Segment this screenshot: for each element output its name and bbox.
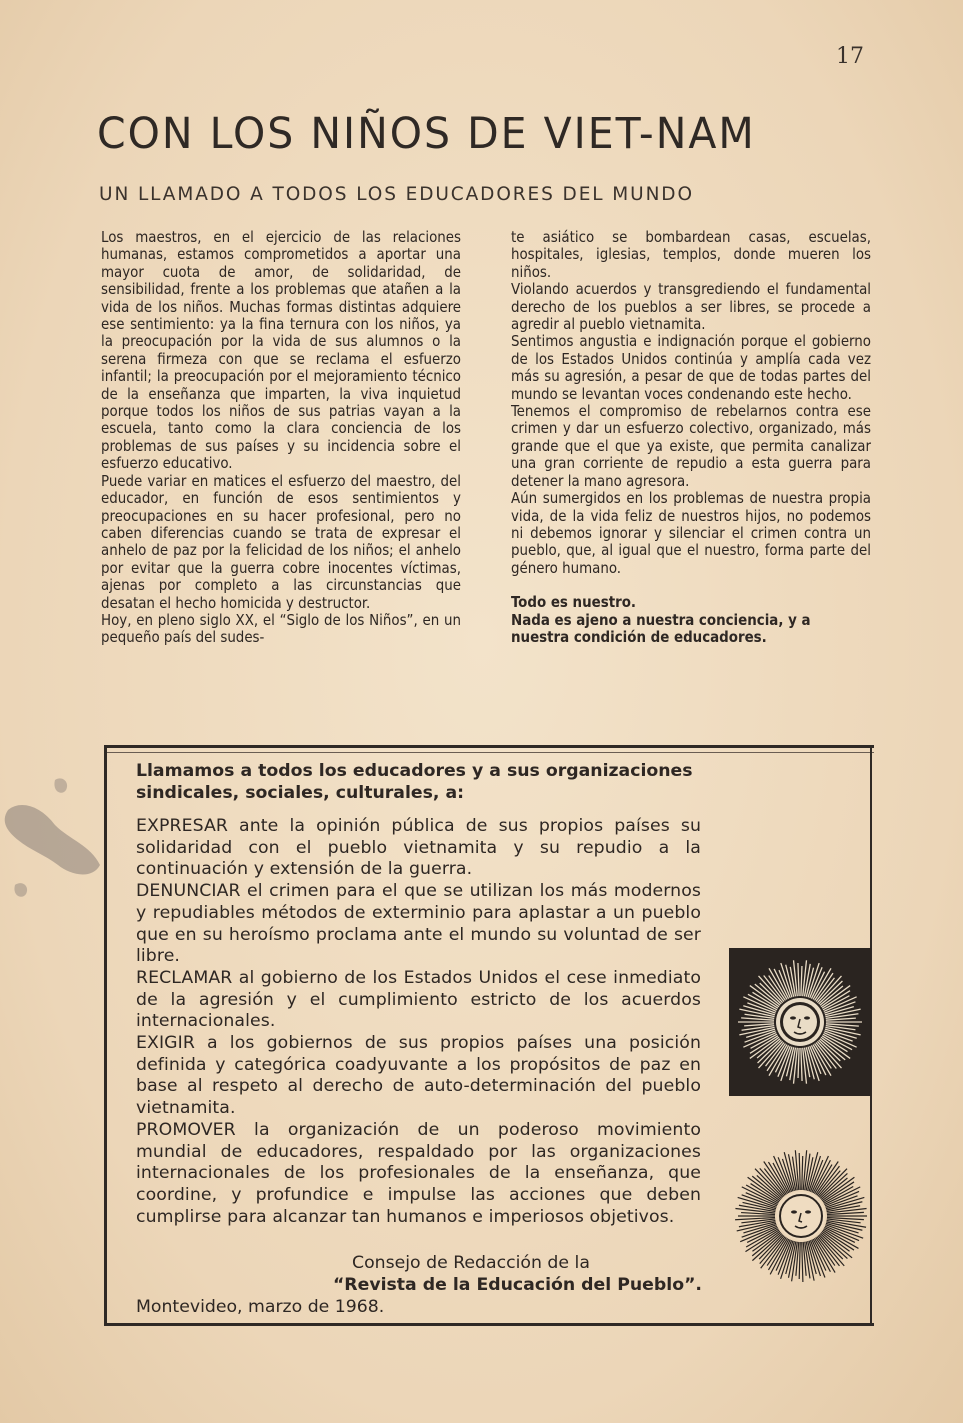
page-number: 17 xyxy=(836,44,864,69)
appeal-item: RECLAMAR al gobierno de los Estados Unidos el cese inmediato de la agresión y el cumplimiento estricto de los acuerdos internacionales. xyxy=(136,967,701,1032)
place-date: Montevideo, marzo de 1968. xyxy=(136,1297,385,1317)
page-subtitle: UN LLAMADO A TODOS LOS EDUCADORES DEL MUNDO xyxy=(99,184,694,205)
paragraph: Violando acuerdos y transgrediendo el fundamental derecho de los pueblos a ser libres, se procede a agredir al pueblo vietnamita. xyxy=(511,280,871,334)
signature-publication: “Revista de la Educación del Pueblo”. xyxy=(332,1275,702,1295)
paragraph: te asiático se bombardean casas, escuelas, hospitales, iglesias, templos, donde mueren los niños. xyxy=(511,228,871,281)
paragraph: Hoy, en pleno siglo XX, el “Siglo de los Niños”, en un pequeño país del sudes- xyxy=(101,610,461,647)
appeal-item: EXIGIR a los gobiernos de sus propios países una posición definida y categórica coadyuvante a los propósitos de paz en base al respeto al derecho de auto-determinación del pueblo vietnamita. xyxy=(136,1033,701,1119)
signature-block xyxy=(136,1252,702,1318)
paragraph: Puede variar en matices el esfuerzo del maestro, del educador, en función de esos sentimientos y preocupaciones en su hacer profesional, pero no caben diferencias cuando se trata de expresar el anhelo de paz por la felicidad de los niños; el anhelo por evitar que la guerra cobre inocentes víctimas, ajenas por completo a las circunstancias que desatan el hecho homicida y destructor. xyxy=(101,471,461,612)
appeal-intro: Llamamos a todos los educadores y a sus organizaciones sindicales, sociales, culturales, a: xyxy=(136,761,693,803)
sun-face-icon xyxy=(729,948,871,1096)
left-column xyxy=(101,229,461,647)
appeal-item: PROMOVER la organización de un poderoso movimiento mundial de educadores, respaldado por las organizaciones internacionales de los profesionales de la enseñanza, que coordine, y profundice e impulse las acciones que deben cumplirse para alcanzar tan humanos e imperiosos objetivos. xyxy=(136,1119,701,1227)
appeal-item: DENUNCIAR el crimen para el que se utilizan los más modernos y repudiables métodos de exterminio para aplastar a un pueblo que en su heroísmo proclama ante el mundo su voluntad de ser libre. xyxy=(136,881,701,967)
appeal-list xyxy=(136,816,701,1228)
box-bottom-rule xyxy=(104,1323,874,1326)
appeal-item: EXPRESAR ante la opinión pública de sus propios países su solidaridad con el pueblo vietnamita y su repudio a la continuación y extensión de la guerra. xyxy=(136,816,701,880)
paragraph: Aún sumergidos en los problemas de nuestra propia vida, de la vida feliz de nuestros hijos, no podemos ni debemos ignorar y silenciar el crimen contra un pueblo, que, al igual que el nuestro, forma parte del género humano. xyxy=(511,489,871,577)
closing-statement: Nada es ajeno a nuestra conciencia, y a nuestra condición de educadores. xyxy=(511,610,811,646)
signature-line: Consejo de Redacción de la xyxy=(352,1253,590,1273)
page-stain xyxy=(0,770,110,910)
paragraph: Sentimos angustia e indignación porque el gobierno de los Estados Unidos continúa y amplía cada vez más su agresión, a pesar de que de todas partes del mundo se levantan voces condenando este hecho. xyxy=(511,332,871,403)
paragraph: Los maestros, en el ejercicio de las relaciones humanas, estamos comprometidos a aportar una mayor cuota de amor, de solidaridad, de sensibilidad, frente a los problemas que atañen a la vida de los niños. Muchas formas distintas adquiere ese sentimiento: ya la fina ternura con los niños, ya la preocupación por la vida de sus alumnos o la serena firmeza con que se reclama el esfuerzo infantil; la preocupación por el mejoramiento técnico de la enseñanza que imparten, la viva inquietud porque todos los niños de sus patrias vayan a la escuela, tanto como la clara conciencia de los problemas de sus países y su incidencia sobre el esfuerzo educativo. xyxy=(101,228,461,473)
sun-face-icon xyxy=(733,1148,869,1284)
paragraph: Tenemos el compromiso de rebelarnos contra ese crimen y dar un esfuerzo colectivo, organizado, más grande que el que ya existe, que permita canalizar una gran corriente de repudio a esta guerra para detener la mano agresora. xyxy=(511,402,871,490)
closing-statement: Todo es nuestro. xyxy=(511,593,636,612)
page-title: CON LOS NIÑOS DE VIET-NAM xyxy=(97,108,756,159)
right-column xyxy=(511,229,871,646)
